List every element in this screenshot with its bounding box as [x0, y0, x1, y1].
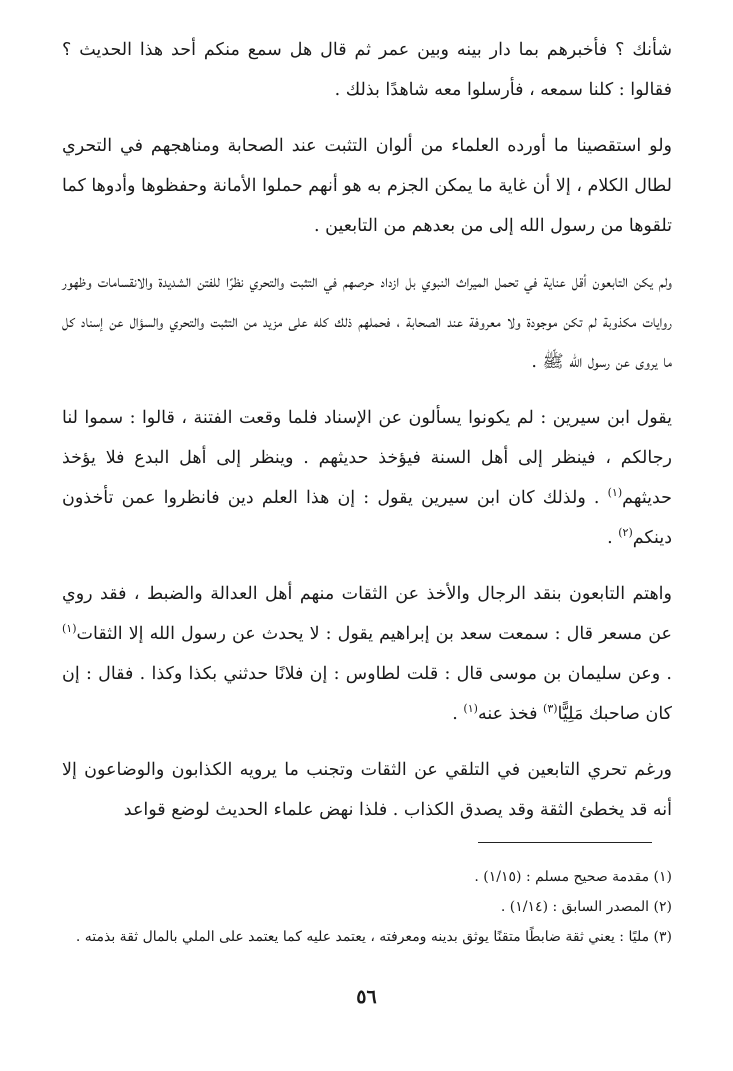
paragraph-3	[62, 262, 672, 382]
paragraph-text: .	[452, 704, 464, 724]
footnote-separator	[478, 842, 652, 843]
paragraph-6	[62, 750, 672, 830]
paragraph-text: يقول ابن سيرين : لم يكونوا يسألون عن الإسناد فلما وقعت الفتنة ، قالوا : سموا لنا رجالكم ، فينظر إلى أهل السنة فيؤخذ حديثهم . وينظر إلى أهل البدع فلا يؤخذ حديثهم	[62, 408, 672, 508]
paragraph-text: . وعن سليمان بن موسى قال : قلت لطاوس : إن فلانًا حدثني بكذا وكذا . فقال : إن كان صاحبك مَلِيًّا	[62, 664, 672, 724]
footnote-marker: (٣)	[543, 702, 558, 716]
main-text	[62, 30, 672, 846]
footnote-marker: (١)	[62, 622, 77, 636]
page-number: ٥٦	[356, 986, 377, 1008]
footnote-marker: (١)	[463, 702, 478, 716]
footnote-2: (٢) المصدر السابق : (١/١٤) .	[500, 899, 672, 915]
footnote-3: (٣) مليًا : يعني ثقة ضابطًا متقنًا يوثق بدينه ومعرفته ، يعتمد عليه كما يعتمد على الملي بالمال ثقة بذمته .	[75, 929, 672, 945]
paragraph-5	[62, 574, 672, 734]
paragraph-2	[62, 126, 672, 246]
paragraph-text: ولو استقصينا ما أورده العلماء من ألوان التثبت عند الصحابة ومناهجهم في التحري لطال الكلام ، إلا أن غاية ما يمكن الجزم به هو أنهم حملوا الأمانة وحفظوها وأدوها كما تلقوها من رسول الله إلى من بعدهم من التابعين .	[62, 136, 672, 236]
paragraph-text: واهتم التابعون بنقد الرجال والأخذ عن الثقات منهم أهل العدالة والضبط ، فقد روي عن مسعر قال : سمعت سعد بن إبراهيم يقول : لا يحدث عن رسول الله إلا الثقات	[62, 584, 672, 644]
paragraph-1	[62, 30, 672, 110]
footnote-marker: (٢)	[618, 526, 633, 540]
paragraph-text: ورغم تحري التابعين في التلقي عن الثقات وتجنب ما يرويه الكذابون والوضاعون إلا أنه قد يخطئ الثقة وقد يصدق الكذاب . فلذا نهض علماء الحديث لوضع قواعد	[62, 760, 672, 820]
footnotes	[62, 862, 672, 952]
paragraph-text: فخذ عنه	[477, 704, 544, 724]
paragraph-text: .	[607, 528, 619, 548]
paragraph-4	[62, 398, 672, 558]
paragraph-text: . ولذلك كان ابن سيرين يقول : إن هذا العلم دين فانظروا عمن تأخذون دينكم	[62, 488, 672, 548]
footnote-marker: (١)	[607, 486, 623, 500]
paragraph-text: شأنك ؟ فأخبرهم بما دار بينه وبين عمر ثم قال هل سمع منكم أحد هذا الحديث ؟ فقالوا : كلنا سمعه ، فأرسلوا معه شاهدًا بذلك .	[62, 40, 672, 100]
footnote-1: (١) مقدمة صحيح مسلم : (١/١٥) .	[474, 869, 672, 885]
paragraph-text: ولم يكن التابعون أقل عناية في تحمل الميراث النبوي بل ازداد حرصهم في التثبت والتحري نظرًا للفتن الشديدة والانقسامات وظهور روايات مكذوبة لم تكن موجودة ولا معروفة عند الصحابة ، فحملهم ذلك كله على مزيد من التثبت والتحري والسؤال عن إسناد كل ما يروى عن رسول الله ﷺ .	[62, 272, 672, 372]
